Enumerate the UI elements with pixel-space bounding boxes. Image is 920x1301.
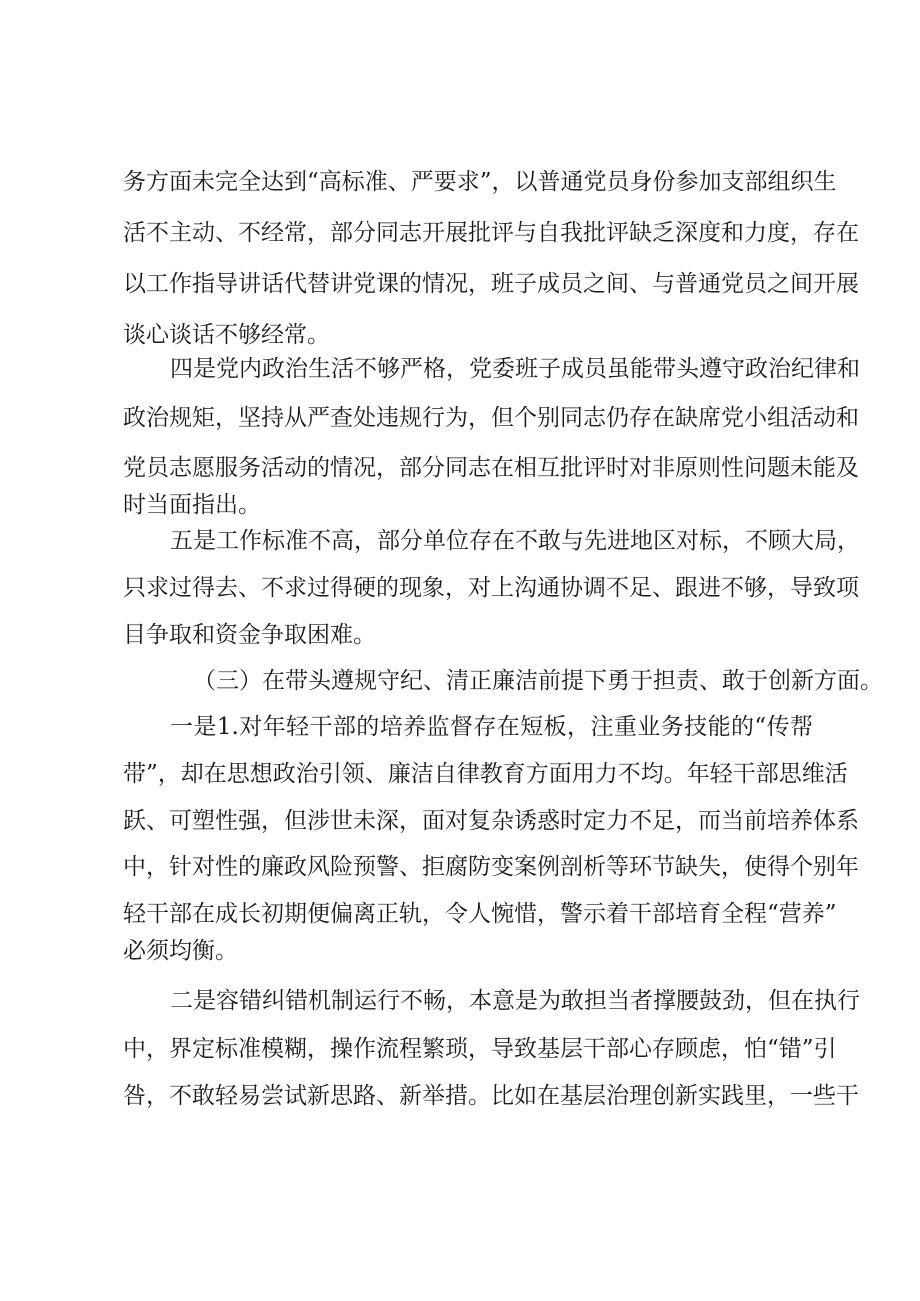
paragraph-3-line-1: 五是工作标准不高，部分单位存在不敢与先进地区对标，不顾大局， (170, 528, 860, 554)
paragraph-5-line-3: 跃、可塑性强，但涉世未深，面对复杂诱惑时定力不足，而当前培养体系 (123, 808, 859, 834)
paragraph-2-line-1: 四是党内政治生活不够严格，党委班子成员虽能带头遵守政治纪律和 (170, 356, 860, 382)
paragraph-2-line-4: 时当面指出。 (123, 492, 261, 518)
paragraph-1-line-4: 谈心谈话不够经常。 (123, 322, 330, 348)
paragraph-6-line-3: 咎，不敢轻易尝试新思路、新举措。比如在基层治理创新实践里，一些干 (123, 1083, 859, 1109)
paragraph-3-line-2: 只求过得去、不求过得硬的现象，对上沟通协调不足、跟进不够，导致项 (123, 575, 859, 601)
paragraph-2-line-2: 政治规矩，坚持从严查处违规行为，但个别同志仍存在缺席党小组活动和 (123, 405, 859, 431)
paragraph-1-line-1: 务方面未完全达到“高标准、严要求”，以普通党员身份参加支部组织生 (123, 169, 837, 195)
paragraph-1-line-3: 以工作指导讲话代替讲党课的情况，班子成员之间、与普通党员之间开展 (123, 271, 859, 297)
paragraph-5-line-6: 必须均衡。 (123, 938, 238, 964)
paragraph-5-line-1: 一是1.对年轻干部的培养监督存在短板，注重业务技能的“传帮 (170, 714, 813, 740)
paragraph-2-line-3: 党员志愿服务活动的情况，部分同志在相互批评时对非原则性问题未能及 (123, 455, 859, 481)
paragraph-5-line-5: 轻干部在成长初期便偏离正轨，令人惋惜，警示着干部培育全程“营养” (123, 901, 837, 927)
paragraph-6-line-2: 中，界定标准模糊，操作流程繁琐，导致基层干部心存顾虑，怕“错”引 (123, 1036, 837, 1062)
paragraph-6-line-1: 二是容错纠错机制运行不畅，本意是为敢担当者撑腰鼓劲，但在执行 (170, 988, 860, 1014)
paragraph-3-line-3: 目争取和资金争取困难。 (123, 622, 376, 648)
paragraph-5-line-2: 带”，却在思想政治引领、廉洁自律教育方面用力不均。年轻干部思维活 (123, 761, 848, 787)
paragraph-1-line-2: 活不主动、不经常，部分同志开展批评与自我批评缺乏深度和力度，存在 (123, 220, 859, 246)
paragraph-5-line-4: 中，针对性的廉政风险预警、拒腐防变案例剖析等环节缺失，使得个别年 (123, 854, 859, 880)
section-heading-3: （三）在带头遵规守纪、清正廉洁前提下勇于担责、敢于创新方面。 (193, 668, 883, 694)
